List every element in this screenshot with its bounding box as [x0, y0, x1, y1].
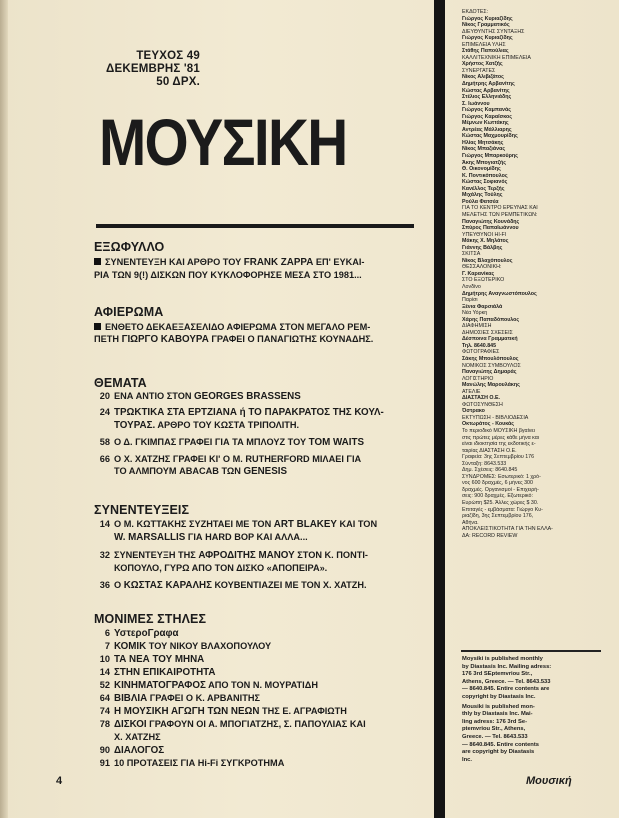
- columns-section-title: ΜΟΝΙΜΕΣ ΣΤΗΛΕΣ: [94, 612, 207, 626]
- item-text: ΚΑΙ ΤΟΝ: [336, 519, 378, 529]
- item-highlight: GENESIS: [243, 466, 288, 477]
- credit-line: Ηλίας Μητσάκης: [462, 139, 504, 146]
- item-text: ΤΟ ΑΛΜΠΟΥΜ ABACAB ΤΩΝ: [114, 466, 244, 476]
- credit-line: ΕΚΤΥΠΩΣΗ - ΒΙΒΛΙΟΔΕΣΙΑ: [462, 414, 529, 421]
- masthead-rule: [96, 224, 414, 228]
- item-text: ΣΥΝΕΝΤΕΥΞΗ ΤΗΣ: [114, 550, 199, 560]
- credit-line: δραχμές. Οργανισμοί - Επιχειρή-: [462, 486, 539, 493]
- credit-line: Σ. Ιωάννου: [462, 100, 490, 107]
- credit-line: Κανέλλος Τερζής: [462, 185, 505, 192]
- item-text: ΓΙΑ HARD BOP ΚΑΙ ΑΛΛΑ...: [185, 532, 308, 542]
- notice-line: thly by Diastasis Inc. Mai-: [462, 711, 533, 718]
- credit-line: ΛΟΓΙΣΤΗΡΙΟ: [462, 375, 494, 382]
- item-text: Ο: [114, 580, 124, 590]
- item-page-number: 64: [99, 693, 110, 703]
- credit-line: ριαζίδη, 3ης Σεπτεμβρίου 176,: [462, 513, 534, 520]
- notice-line: — 8640.845. Entire contents: [462, 741, 540, 748]
- item-highlight: ΚΩΣΤΑΣ ΚΑΡΑΛΗΣ: [123, 580, 212, 591]
- notice-line: Athens, Greece. — Tel. 8643.533: [462, 678, 551, 685]
- topics-section-title: ΘΕΜΑΤΑ: [94, 376, 147, 390]
- credit-line: Γιώργος Κυριαζίδης: [462, 15, 513, 22]
- credit-line: Γιάννης Βάλβης: [462, 244, 503, 251]
- credit-line: Μάκης Χ. Μηλάτος: [462, 238, 509, 245]
- page-spine-shadow: [0, 0, 8, 818]
- credit-line: Μανώλης Μαρουλάκης: [462, 382, 520, 389]
- credit-line: Μιχάλης Τούλης: [462, 192, 503, 199]
- list-item: [94, 453, 424, 478]
- credit-line: ΣΚΙΤΣΑ: [462, 251, 481, 258]
- column-divider-bar: [434, 0, 445, 818]
- credit-line: Δημ. Σχέσεις: 8640.845: [462, 467, 518, 474]
- tribute-text-post: ΓΡΑΦΕΙ Ο ΠΑΝΑΓΙΩΤΗΣ ΚΟΥΝΑΔΗΣ.: [208, 334, 374, 344]
- credit-line: Γραφεία: 3ης Σεπτεμβρίου 176: [462, 454, 535, 461]
- credit-line: Χρήστος Χατζής: [462, 61, 503, 68]
- credit-line: ΔΙΑΣΤΑΣΗ Ο.Ε.: [462, 395, 501, 402]
- item-page-number: 78: [99, 719, 110, 729]
- item-page-number: 66: [99, 454, 110, 464]
- item-page-number: 52: [99, 680, 110, 690]
- cover-text-highlight: FRANK ZAPPA: [243, 257, 314, 268]
- notice-line: are copyright by Diastasis: [462, 749, 535, 756]
- cover-text-line2: ΡΙΑ ΤΩΝ 9(!) ΔΙΣΚΩΝ ΠΟΥ ΚΥΚΛΟΦΟΡΗΣΕ ΜΕΣΑ ΣΤΟ 1981...: [94, 270, 362, 280]
- item-text: ΓΡΑΦΕΙ Ο Κ. ΑΡΒΑΝΙΤΗΣ: [147, 693, 260, 703]
- credit-line: Νίκος Βλαχόπουλος: [462, 257, 513, 264]
- credit-line: Τηλ. 8640.845: [462, 342, 497, 349]
- item-text: ΑΠΟ ΤΟΝ Ν. ΜΟΥΡΑΤΙΔΗ: [205, 680, 318, 690]
- list-item: [94, 518, 424, 544]
- credit-line: Στάθης Παπούλιας: [462, 48, 509, 55]
- credit-line: ΔΙΕΥΘΥΝΤΗΣ ΣΥΝΤΑΞΗΣ: [462, 28, 525, 35]
- item-page-number: 20: [99, 391, 110, 401]
- credit-line: ΦΩΤΟΓΡΑΦΙΕΣ: [462, 349, 500, 356]
- notice-line: 176 3rd SEptemvriou Str.,: [462, 671, 533, 678]
- credit-line: Χάρης Παπαδόπουλος: [462, 316, 520, 323]
- credits-column: [462, 9, 602, 539]
- bullet-square-icon: [94, 258, 101, 265]
- item-page-number: 58: [99, 437, 110, 447]
- item-highlight: ΤΡΩΚΤΙΚΑ ΣΤΑ ΕΡΤΖΙΑΝΑ ή ΤΟ ΠΑΡΑΚΡΑΤΟΣ ΤΗΣ ΚΟΥΛ-: [114, 407, 384, 418]
- page-number: 4: [56, 775, 63, 787]
- notice-line: ling adress: 176 3rd Se-: [462, 718, 528, 725]
- item-text: ΑΡΘΡΟ ΤΟΥ ΚΩΣΤΑ ΤΡΙΠΟΛΙΤΗ.: [155, 420, 300, 430]
- item-highlight: ΔΙΑΛΟΓΟΣ: [114, 745, 165, 756]
- credit-line: ΑΤΕΛΙΕ: [462, 388, 481, 395]
- item-page-number: 6: [104, 628, 110, 638]
- notice-line: ptemvriou Str., Athens,: [462, 726, 526, 733]
- credit-line: Δημήτρης Αναγνωστόπουλος: [462, 290, 537, 297]
- item-highlight: ΣΤΗΝ ΕΠΙΚΑΙΡΟΤΗΤΑ: [114, 667, 216, 678]
- item-page-number: 14: [99, 667, 110, 677]
- credit-line: ΘΕΣΣΑΛΟΝΙΚΗ:: [462, 264, 502, 271]
- item-highlight: ΤΟΥΡΑΣ.: [114, 420, 156, 431]
- credit-line: Νίκος Αλιβιζάτος: [462, 74, 504, 81]
- footer-brand: Μουσική: [526, 775, 572, 787]
- tribute-section-title: ΑΦΙΕΡΩΜΑ: [94, 305, 164, 319]
- credit-line: ΜΕΛΕΤΗΣ ΤΩΝ ΡΕΜΠΕΤΙΚΩΝ:: [462, 211, 538, 218]
- list-item: [94, 640, 424, 653]
- notice-line: Mousiki is published mon-: [462, 703, 535, 710]
- item-highlight: ΔΙΣΚΟΙ: [114, 719, 147, 730]
- notice-line: Inc.: [462, 756, 472, 763]
- credit-line: ΔΑ: RECORD REVIEW: [462, 532, 518, 539]
- credit-line: ΑΠΟΚΛΕΙΣΤΙΚΟΤΗΤΑ ΓΙΑ ΤΗΝ ΕΛΛΑ-: [462, 526, 553, 533]
- item-highlight: ΚΟΜΙΚ: [114, 641, 147, 652]
- credit-line: ΥΠΕΥΘΥΝΟΙ HI-FI: [462, 231, 507, 238]
- credit-line: Ξένια Φαρσιάλά: [462, 303, 503, 310]
- list-item: [94, 666, 424, 679]
- credit-line: Δημήτρης Αρβανίτης: [462, 81, 515, 88]
- credit-line: σεις: 900 δραχμές. Εξωτερικό:: [462, 493, 533, 500]
- credit-line: Θ. Οικονομίδης: [462, 166, 501, 173]
- item-text: ΕΝΑ ΑΝΤΙΟ ΣΤΟΝ: [114, 391, 195, 401]
- issue-info: [100, 50, 200, 89]
- credit-line: Γιώργος Καμπανάς: [462, 107, 511, 114]
- item-highlight: TOM WAITS: [308, 437, 364, 448]
- cover-text-post: ΕΠ' ΕΥΚΑΙ-: [313, 257, 365, 267]
- item-page-number: 10: [99, 654, 110, 664]
- credit-line: ΦΩΤΟΣΥΝΘΕΣΗ: [462, 401, 503, 408]
- credit-line: Κώστας Σοφιανός: [462, 179, 508, 186]
- issue-number: ΤΕΥΧΟΣ 49: [136, 50, 200, 62]
- credit-line: στις πρώτες μέρες κάθε μήνα και: [462, 434, 540, 441]
- item-text: ΓΡΑΦΟΥΝ ΟΙ Α. ΜΠΟΓΙΑΤΖΗΣ, Σ. ΠΑΠΟΥΛΙΑΣ ΚΑΙ: [146, 719, 366, 729]
- credit-line: ΣΥΝΔΡΟΜΕΣ: Εσωτερικό: 1 χρό-: [462, 473, 541, 480]
- credit-line: Ρούλα Φατσέα: [462, 198, 499, 205]
- item-text: Ο Μ. ΚΩΤΤΑΚΗΣ ΣΥΖΗΤΑΕΙ ΜΕ ΤΟΝ: [114, 519, 274, 529]
- credit-line: Νίκος Γραμματικός: [462, 22, 510, 29]
- credits-divider: [461, 650, 601, 652]
- item-page-number: 32: [99, 550, 110, 560]
- list-item: [94, 692, 424, 705]
- list-item: [94, 627, 424, 640]
- credit-line: ΚΑΛΛΙΤΕΧΝΙΚΗ ΕΠΙΜΕΛΕΙΑ: [462, 54, 531, 61]
- credit-line: ΝΟΜΙΚΟΣ ΣΥΜΒΟΥΛΟΣ: [462, 362, 521, 369]
- credit-line: Νέα Υόρκη: [462, 310, 488, 317]
- item-page-number: 24: [99, 407, 110, 417]
- credit-line: ΕΚΔΟΤΕΣ:: [462, 9, 489, 15]
- credit-line: ΣΥΝΕΡΓΑΤΕΣ: [462, 67, 496, 74]
- credit-line: Όστρακο: [462, 408, 485, 415]
- item-text: ΣΤΟΝ Κ. ΠΟΝΤΙ-: [294, 550, 368, 560]
- item-highlight: ΚΙΝΗΜΑΤΟΓΡΑΦΟΣ: [114, 680, 206, 691]
- item-page-number: 7: [104, 641, 110, 651]
- credit-line: Γ. Καρανίκας: [462, 270, 495, 277]
- item-text: ΤΗΣ Ε. ΑΓΡΑΦΙΩΤΗ: [259, 706, 347, 716]
- list-item: [94, 653, 424, 666]
- list-item: [94, 579, 424, 592]
- credit-line: Κώστας Μαχμουρίδης: [462, 133, 518, 140]
- cover-text-pre: ΣΥΝΕΝΤΕΥΞΗ ΚΑΙ ΑΡΘΡΟ ΤΟΥ: [105, 257, 244, 267]
- item-text: Ο Χ. ΧΑΤΖΗΣ ΓΡΑΦΕΙ ΚΙ' Ο Μ. RUTHERFORD ΜΙΛΑΕΙ ΓΙΑ: [114, 454, 362, 464]
- tribute-section-text: [94, 321, 424, 346]
- credit-line: ΔΙΑΦΗΜΙΣΗ: [462, 323, 492, 330]
- credit-line: Σύνταξη: 8643.533: [462, 460, 507, 467]
- notice-line: — 8640.845. Entire contents are: [462, 686, 550, 693]
- item-highlight: ART BLAKEY: [273, 519, 337, 530]
- credit-line: Στέλιος Ελληνιάδης: [462, 94, 512, 101]
- credit-line: Παναγιώτης Δημαράς: [462, 369, 517, 376]
- bullet-square-icon: [94, 323, 101, 330]
- item-page-number: 14: [99, 519, 110, 529]
- item-highlight: GEORGES BRASSENS: [194, 391, 301, 402]
- english-notice: [462, 656, 602, 764]
- item-page-number: 90: [99, 745, 110, 755]
- credit-line: Γιώργος Κυριαζίδης: [462, 35, 513, 42]
- credit-line: Το περιοδικό ΜΟΥΣΙΚΗ βγαίνει: [462, 428, 535, 434]
- item-page-number: 36: [99, 580, 110, 590]
- credit-line: ΕΠΙΜΕΛΕΙΑ ΥΛΗΣ: [462, 41, 506, 48]
- issue-price: 50 ΔΡΧ.: [156, 76, 200, 88]
- credit-line: Γιώργος Μπαρκούρης: [462, 153, 518, 160]
- list-item: [94, 757, 424, 770]
- credit-line: Κώστας Αρβανίτης: [462, 87, 510, 94]
- masthead-title: ΜΟΥΣΙΚΗ: [99, 105, 347, 179]
- tribute-text-highlight: ΓΙΩΡΓΟ ΚΑΒΟΥΡΑ: [121, 334, 209, 345]
- item-text: ΚΟΠΟΥΛΟ, ΓΥΡΩ ΑΠΟ ΤΟΝ ΔΙΣΚΟ «ΑΠΟΠΕΙΡΑ».: [114, 563, 328, 573]
- item-highlight: ΤΑ ΝΕΑ ΤΟΥ ΜΗΝΑ: [114, 654, 205, 665]
- list-item: [94, 406, 424, 432]
- tribute-text-line1: ΕΝΘΕΤΟ ΔΕΚΑΕΞΑΣΕΛΙΔΟ ΑΦΙΕΡΩΜΑ ΣΤΟΝ ΜΕΓΑΛΟ ΡΕΜ-: [105, 322, 371, 332]
- tribute-text-pre: ΠΕΤΗ: [94, 334, 122, 344]
- item-text: ΚΟΥΒΕΝΤΙΑΖΕΙ ΜΕ ΤΟΝ Χ. ΧΑΤΖΗ.: [211, 580, 367, 590]
- item-highlight: W. MARSALLIS: [114, 532, 186, 543]
- interviews-section-title: ΣΥΝΕΝΤΕΥΞΕΙΣ: [94, 503, 190, 517]
- issue-date: ΔΕΚΕΜΒΡΗΣ '81: [106, 63, 200, 75]
- credit-line: Αθήνα.: [462, 519, 479, 526]
- credit-line: Αντρέας Μάλλιαρης: [462, 126, 512, 133]
- credit-line: Παρίσι: [462, 297, 478, 304]
- item-page-number: 74: [99, 706, 110, 716]
- list-item: [94, 679, 424, 692]
- credit-line: ΓΙΑ ΤΟ ΚΕΝΤΡΟ ΕΡΕΥΝΑΣ ΚΑΙ: [462, 205, 538, 212]
- credit-line: Σπύρος Παπαϊωάννου: [462, 225, 519, 232]
- credit-line: Άκης Μπογιατζής: [462, 159, 506, 166]
- item-text: Ο Δ. ΓΚΙΜΠΑΣ ΓΡΑΦΕΙ ΓΙΑ ΤΑ ΜΠΛΟΥΖ ΤΟΥ: [114, 437, 309, 447]
- credit-line: νος 600 δραχμές, 6 μήνες 300: [462, 480, 533, 487]
- credit-line: Νίκος Μπαζιάνας: [462, 146, 506, 153]
- interviews-list: [94, 518, 424, 592]
- item-text: Χ. ΧΑΤΖΗΣ: [114, 732, 161, 742]
- item-text: ΤΟΥ ΝΙΚΟΥ ΒΛΑΧΟΠΟΥΛΟΥ: [146, 641, 272, 651]
- columns-list: [94, 627, 424, 770]
- notice-line: Greece. — Tel. 8643.533: [462, 733, 528, 740]
- cover-section-title: ΕΞΩΦΥΛΛΟ: [94, 240, 165, 254]
- credit-line: Παναγιώτης Κουνάδης: [462, 218, 520, 225]
- notice-line: Moysiki is published monthly: [462, 656, 543, 662]
- item-highlight: ΥστεροΓραφα: [114, 628, 179, 639]
- credit-line: Κ. Ποντικόπουλος: [462, 172, 508, 179]
- list-item: [94, 705, 424, 718]
- item-text: 10 ΠΡΟΤΑΣΕΙΣ ΓΙΑ Hi-Fi ΣΥΓΚΡΟΤΗΜΑ: [114, 758, 285, 768]
- credit-line: ταιρίας ΔΙΑΣΤΑΣΗ Ο.Ε.: [462, 447, 517, 454]
- list-item: [94, 436, 424, 449]
- cover-section-text: [94, 256, 424, 281]
- credit-line: Γιώργος Καραϊσκος: [462, 113, 512, 120]
- list-item: [94, 390, 424, 403]
- list-item: [94, 718, 424, 744]
- credit-line: Δέσποινα Γραμματική: [462, 336, 518, 343]
- notice-line: copyright by Diastasis Inc.: [462, 693, 536, 700]
- item-page-number: 91: [99, 758, 110, 768]
- item-highlight: ΑΦΡΟΔΙΤΗΣ ΜΑΝΟΥ: [198, 550, 295, 561]
- list-item: [94, 744, 424, 757]
- list-item: [94, 549, 424, 574]
- credit-line: Σάκης Μπουλόπουλος: [462, 355, 519, 362]
- notice-line: by Diastasis Inc. Mailing adress:: [462, 663, 552, 670]
- topics-list: [94, 390, 424, 478]
- credit-line: Ευρώπη $25. Άλλες χώρες $ 30.: [462, 500, 539, 507]
- credit-line: είναι ιδιοκτησία της εκδοτικής ε-: [462, 441, 536, 448]
- credit-line: Μέμνων Κωττάκης: [462, 120, 509, 127]
- credit-line: ΔΗΜΟΣΙΕΣ ΣΧΕΣΕΙΣ: [462, 329, 513, 336]
- credit-line: Λονδίνο: [462, 283, 481, 290]
- item-highlight: ΒΙΒΛΙΑ: [114, 693, 148, 704]
- item-highlight: Η ΜΟΥΣΙΚΗ ΑΓΩΓΗ ΤΩΝ ΝΕΩΝ: [114, 706, 260, 717]
- credit-line: Επιταγές - εμβάσματα: Γιώργο Κυ-: [462, 506, 543, 513]
- credit-line: Οκτωράτος - Κουκάς: [462, 421, 515, 428]
- credit-line: ΣΤΟ ΕΞΩΤΕΡΙΚΟ: [462, 277, 505, 284]
